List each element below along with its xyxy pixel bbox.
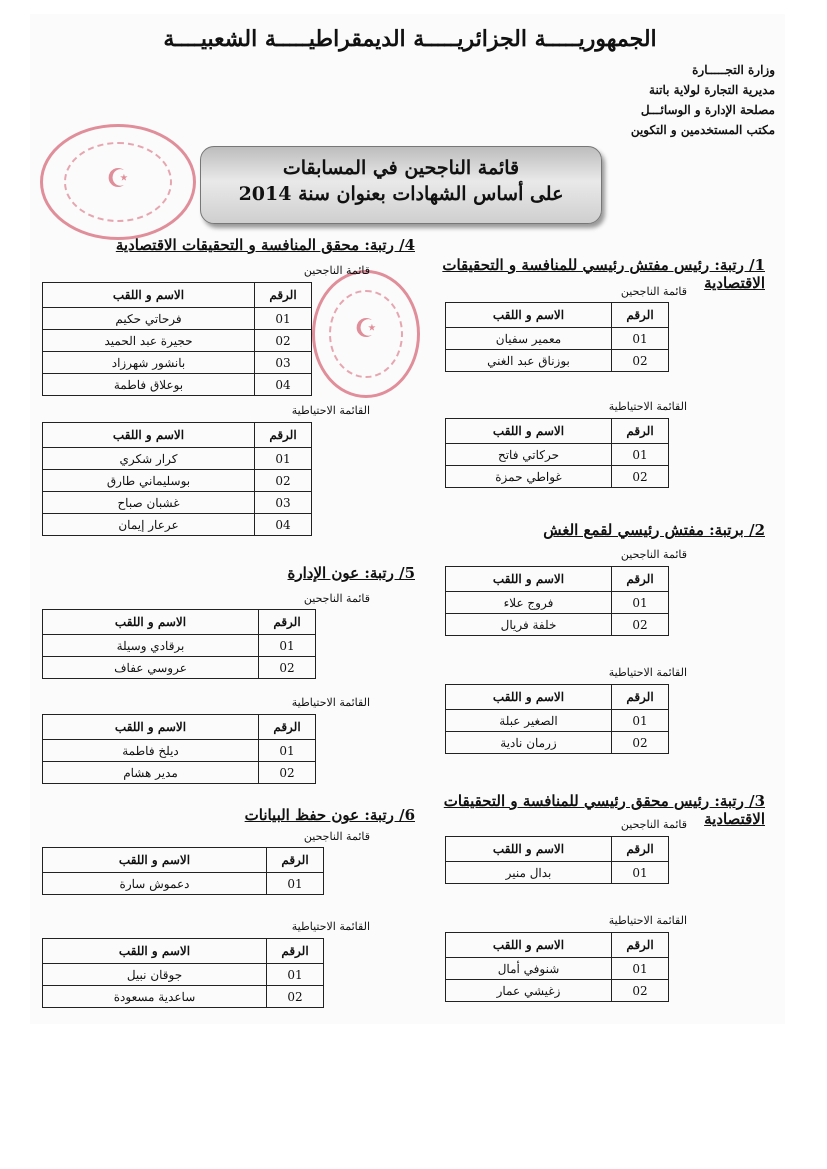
- col-number-header: الرقم: [612, 567, 669, 592]
- official-stamp: ☪: [40, 124, 196, 240]
- row-number: 04: [255, 374, 312, 396]
- col-name-header: الاسم و اللقب: [43, 939, 267, 964]
- section-2-successful-label: قائمة الناجحين: [620, 548, 687, 561]
- table-row: [43, 635, 316, 657]
- ministry-line: وزارة التجـــــارة: [692, 63, 775, 77]
- row-number: 02: [612, 466, 669, 488]
- row-name: بانشور شهرزاد: [43, 352, 255, 374]
- row-name: غشبان صباح: [43, 492, 255, 514]
- republic-title: الجمهوريـــــة الجزائريـــــة الديمقراطيـــــة الشعبيــــة: [163, 26, 657, 52]
- row-number: 02: [255, 330, 312, 352]
- row-name: دعموش سارة: [43, 873, 267, 895]
- table-row: [446, 444, 669, 466]
- table-row: [446, 328, 669, 350]
- col-number-header: الرقم: [259, 715, 316, 740]
- ministry-block: [535, 60, 775, 140]
- section-3-title: 3/ رتبة: رئيس محقق رئيسي للمنافسة و التحقيقات الاقتصادية: [443, 792, 765, 828]
- row-number: 01: [259, 740, 316, 762]
- section-6-reserve-label: القائمة الاحتياطية: [291, 920, 370, 933]
- table-row: [446, 980, 669, 1002]
- row-number: 01: [267, 964, 324, 986]
- section-4-title: 4/ رتبة: محقق المنافسة و التحقيقات الاقتصادية: [115, 236, 415, 254]
- section-5-successful-label: قائمة الناجحين: [303, 592, 370, 605]
- table-row: [43, 374, 312, 396]
- col-number-header: الرقم: [612, 685, 669, 710]
- section-5-title: 5/ رتبة: عون الإدارة: [287, 564, 415, 582]
- row-number: 02: [612, 350, 669, 372]
- table-row: [43, 514, 312, 536]
- section-5-reserve-table: [42, 714, 316, 784]
- row-name: غواطي حمزة: [446, 466, 612, 488]
- section-4-reserve-label: القائمة الاحتياطية: [291, 404, 370, 417]
- row-name: الصغير عبلة: [446, 710, 612, 732]
- row-name: بدال منير: [446, 862, 612, 884]
- section-4-successful-label: قائمة الناجحين: [303, 264, 370, 277]
- col-name-header: الاسم و اللقب: [43, 423, 255, 448]
- col-number-header: الرقم: [612, 303, 669, 328]
- section-2-title: 2/ برتبة: مفتش رئيسي لقمع الغش: [543, 521, 765, 539]
- col-name-header: الاسم و اللقب: [446, 685, 612, 710]
- row-name: برقادي وسيلة: [43, 635, 259, 657]
- banner-line-1: قائمة الناجحين في المسابقات: [282, 157, 520, 179]
- col-number-header: الرقم: [267, 848, 324, 873]
- section-1-title: 1/ رتبة: رئيس مفتش رئيسي للمنافسة و التحقيقات الاقتصادية: [442, 256, 765, 292]
- table-row: [43, 470, 312, 492]
- col-number-header: الرقم: [267, 939, 324, 964]
- row-name: بوسليماني طارق: [43, 470, 255, 492]
- row-name: زغيشي عمار: [446, 980, 612, 1002]
- row-number: 02: [267, 986, 324, 1008]
- row-number: 01: [612, 328, 669, 350]
- table-row: [446, 958, 669, 980]
- row-number: 02: [259, 657, 316, 679]
- section-3-successful-table: [445, 836, 669, 884]
- row-number: 02: [255, 470, 312, 492]
- section-3-reserve-table: [445, 932, 669, 1002]
- row-name: شنوفي أمال: [446, 958, 612, 980]
- col-number-header: الرقم: [255, 283, 312, 308]
- section-4-reserve-table: [42, 422, 312, 536]
- title-banner: [200, 146, 602, 224]
- col-name-header: الاسم و اللقب: [446, 837, 612, 862]
- table-row: [43, 448, 312, 470]
- table-row: [43, 308, 312, 330]
- section-6-reserve-table: [42, 938, 324, 1008]
- row-name: زرمان نادية: [446, 732, 612, 754]
- col-number-header: الرقم: [612, 933, 669, 958]
- row-name: بوزناق عبد الغني: [446, 350, 612, 372]
- section-1-reserve-label: القائمة الاحتياطية: [608, 400, 687, 413]
- row-name: فروج علاء: [446, 592, 612, 614]
- section-2-reserve-label: القائمة الاحتياطية: [608, 666, 687, 679]
- table-row: [446, 862, 669, 884]
- col-name-header: الاسم و اللقب: [43, 283, 255, 308]
- row-name: ديلخ فاطمة: [43, 740, 259, 762]
- table-row: [446, 466, 669, 488]
- section-2-reserve-table: [445, 684, 669, 754]
- row-number: 02: [259, 762, 316, 784]
- table-row: [43, 492, 312, 514]
- section-1-successful-table: [445, 302, 669, 372]
- row-name: ساعدية مسعودة: [43, 986, 267, 1008]
- row-number: 02: [612, 732, 669, 754]
- row-name: بوعلاق فاطمة: [43, 374, 255, 396]
- banner-line-2: على أساس الشهادات بعنوان سنة 2014: [238, 183, 564, 205]
- row-name: فرحاتي حكيم: [43, 308, 255, 330]
- row-number: 01: [612, 710, 669, 732]
- office-line: مكتب المستخدمين و التكوين: [630, 123, 775, 137]
- section-6-title: 6/ رتبة: عون حفظ البيانات: [244, 806, 415, 824]
- row-number: 03: [255, 352, 312, 374]
- section-3-reserve-label: القائمة الاحتياطية: [608, 914, 687, 927]
- table-row: [43, 964, 324, 986]
- directorate-line: مديرية التجارة لولاية باتنة: [649, 83, 775, 97]
- table-row: [43, 873, 324, 895]
- col-name-header: الاسم و اللقب: [43, 715, 259, 740]
- row-number: 01: [267, 873, 324, 895]
- col-number-header: الرقم: [612, 419, 669, 444]
- col-number-header: الرقم: [612, 837, 669, 862]
- section-1-reserve-table: [445, 418, 669, 488]
- col-name-header: الاسم و اللقب: [446, 303, 612, 328]
- row-name: مدير هشام: [43, 762, 259, 784]
- service-line: مصلحة الإدارة و الوسائـــل: [640, 103, 775, 117]
- col-name-header: الاسم و اللقب: [43, 848, 267, 873]
- row-name: حجيرة عبد الحميد: [43, 330, 255, 352]
- col-name-header: الاسم و اللقب: [446, 567, 612, 592]
- section-1-successful-label: قائمة الناجحين: [620, 285, 687, 298]
- row-number: 01: [255, 448, 312, 470]
- row-number: 01: [612, 444, 669, 466]
- table-row: [446, 710, 669, 732]
- row-name: جوقان نبيل: [43, 964, 267, 986]
- section-6-successful-label: قائمة الناجحين: [303, 830, 370, 843]
- table-row: [446, 592, 669, 614]
- row-number: 03: [255, 492, 312, 514]
- row-number: 02: [612, 614, 669, 636]
- row-name: معمير سفيان: [446, 328, 612, 350]
- section-4-successful-table: [42, 282, 312, 396]
- row-number: 04: [255, 514, 312, 536]
- section-5-successful-table: [42, 609, 316, 679]
- col-number-header: الرقم: [255, 423, 312, 448]
- row-number: 01: [255, 308, 312, 330]
- section-6-successful-table: [42, 847, 324, 895]
- row-name: حركاتي فاتح: [446, 444, 612, 466]
- official-stamp-2: ☪: [312, 270, 420, 398]
- table-row: [43, 330, 312, 352]
- row-number: 02: [612, 980, 669, 1002]
- row-name: خلفة فريال: [446, 614, 612, 636]
- table-row: [43, 657, 316, 679]
- table-row: [43, 352, 312, 374]
- table-row: [43, 740, 316, 762]
- col-number-header: الرقم: [259, 610, 316, 635]
- section-3-successful-label: قائمة الناجحين: [620, 818, 687, 831]
- section-2-successful-table: [445, 566, 669, 636]
- row-number: 01: [259, 635, 316, 657]
- table-row: [446, 614, 669, 636]
- row-number: 01: [612, 958, 669, 980]
- col-name-header: الاسم و اللقب: [446, 933, 612, 958]
- col-name-header: الاسم و اللقب: [43, 610, 259, 635]
- section-5-reserve-label: القائمة الاحتياطية: [291, 696, 370, 709]
- table-row: [446, 350, 669, 372]
- row-number: 01: [612, 592, 669, 614]
- row-name: كرار شكري: [43, 448, 255, 470]
- table-row: [446, 732, 669, 754]
- row-name: عروسي عفاف: [43, 657, 259, 679]
- table-row: [43, 986, 324, 1008]
- row-number: 01: [612, 862, 669, 884]
- row-name: عرعار إيمان: [43, 514, 255, 536]
- col-name-header: الاسم و اللقب: [446, 419, 612, 444]
- table-row: [43, 762, 316, 784]
